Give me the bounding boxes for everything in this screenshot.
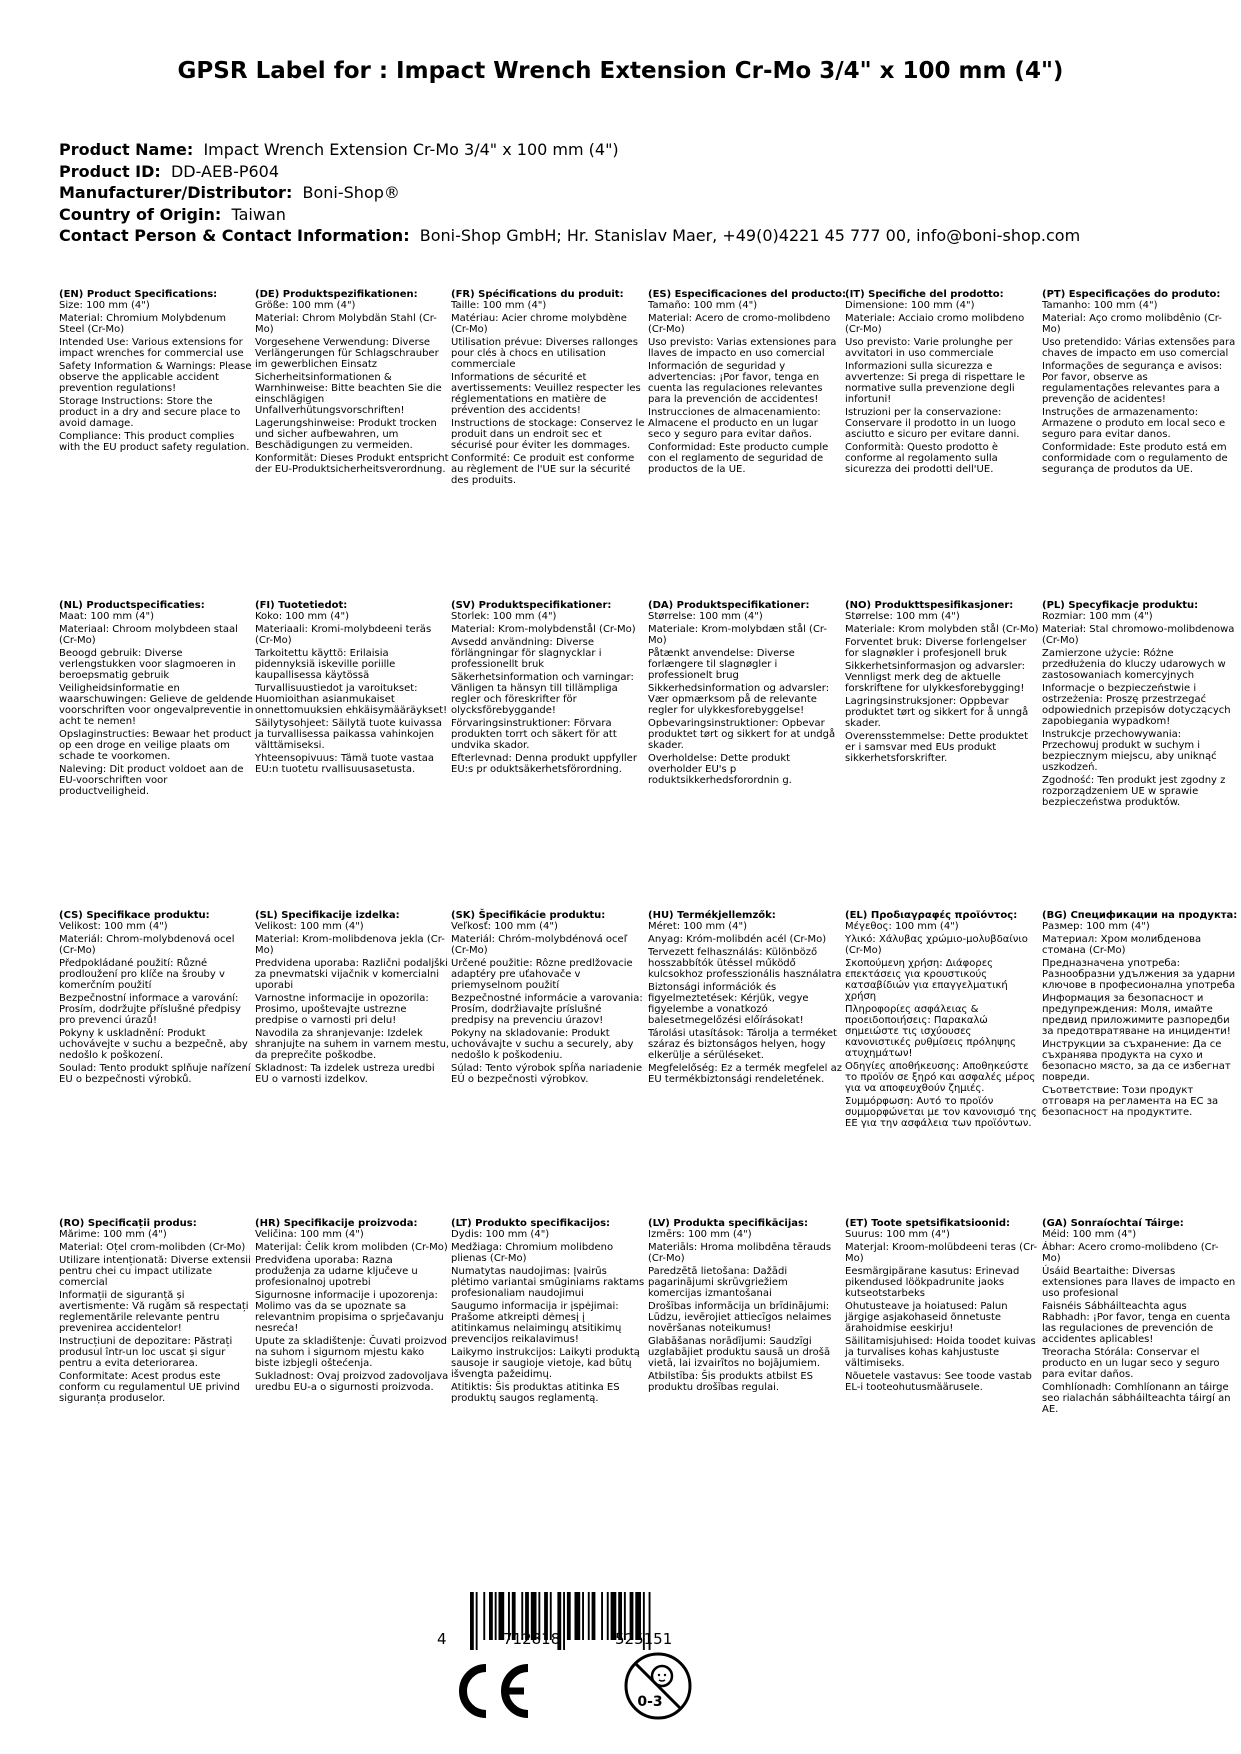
spec-section-line: Materjal: Kroom-molübdeeni teras (Cr-Mo) [845, 1242, 1038, 1264]
spec-section [845, 289, 1040, 475]
spec-section-heading: (SV) Produktspecifikationer: [451, 600, 612, 611]
spec-section-line: Veličina: 100 mm (4") [255, 1229, 364, 1240]
spec-section-line: Предназначена употреба: Разнообразни удължения за ударни ключове в професионална употреба [1042, 958, 1236, 991]
spec-section-line: Beoogd gebruik: Diverse verlengstukken voor slagmoeren in beroepsmatig gebruik [59, 648, 236, 681]
spec-section-line: Informations de sécurité et avertissements: Veuillez respecter les réglementations en matière de prévention des accidents! [451, 372, 641, 416]
spec-section-line: Intended Use: Various extensions for impact wrenches for commercial use [59, 337, 244, 359]
spec-section-heading: (GA) Sonraíochtaí Táirge: [1042, 1218, 1184, 1229]
spec-section-line: Overensstemmelse: Dette produktet er i samsvar med EUs produkt sikkerhetsforskrifter. [845, 731, 1028, 764]
spec-section-heading: (EL) Προδιαγραφές προϊόντος: [845, 910, 1018, 921]
spec-section-heading: (NO) Produkttspesifikasjoner: [845, 600, 1014, 611]
spec-section-line: Atitiktis: Šis produktas atitinka ES produktų saugos reglamentą. [451, 1382, 620, 1404]
spec-section [1042, 289, 1237, 475]
spec-section-line: Numatytas naudojimas: Įvairūs plėtimo variantai smūginiams raktams profesionaliam naudojimui [451, 1266, 645, 1299]
spec-section-heading: (ET) Toote spetsifikatsioonid: [845, 1218, 1011, 1229]
spec-section [1042, 600, 1237, 808]
info-product-id: Product ID: DD-AEB-P604 [59, 161, 280, 181]
spec-section-line: Vorgesehene Verwendung: Diverse Verlängerungen für Schlagschrauber im gewerblichen Einsatz [255, 337, 439, 370]
spec-section-line: Materijal: Čelik krom molibden (Cr-Mo) [255, 1242, 448, 1253]
spec-section-line: Πληροφορίες ασφάλειας & προειδοποιήσεις: Παρακαλώ σημειώστε τις ισχύουσες κανονιστικές ρυθμίσεις πρόληψης ατυχημάτων! [845, 1004, 1016, 1059]
spec-section-line: Størrelse: 100 mm (4") [845, 611, 960, 622]
ce-mark-icon [452, 1662, 534, 1720]
spec-section-line: Rozmiar: 100 mm (4") [1042, 611, 1153, 622]
spec-section-line: Bezpečnostné informácie a varovania: Prosím, dodržiavajte príslušné predpisy na prevenciu úrazov! [451, 993, 643, 1026]
spec-section [451, 1218, 646, 1404]
spec-section-line: Forventet bruk: Diverse forlengelser for slagnøkler i profesjonell bruk [845, 637, 1027, 659]
spec-section-line: Utilizare intenționată: Diverse extensii pentru chei cu impact utilizate comercial [59, 1255, 251, 1288]
spec-section-line: Materiál: Chróm-molybdénová oceľ (Cr-Mo) [451, 934, 628, 956]
spec-section-heading: (ES) Especificaciones del producto: [648, 289, 847, 300]
spec-section-line: Ohutusteave ja hoiatused: Palun järgige asjakohaseid õnnetuste ärahoidmise eeskirju! [845, 1301, 1008, 1334]
spec-section-line: Biztonsági információk és figyelmeztetések: Kérjük, vegye figyelembe a vonatkozó balesetmegelőzési előírásokat! [648, 982, 809, 1026]
spec-section-line: Mărime: 100 mm (4") [59, 1229, 167, 1240]
spec-section-line: Uso pretendido: Várias extensões para chaves de impacto em uso comercial [1042, 337, 1236, 359]
spec-section-line: Materiāls: Hroma molibdēna tērauds (Cr-Mo) [648, 1242, 832, 1264]
spec-section-heading: (NL) Productspecificaties: [59, 600, 205, 611]
spec-section-line: Méid: 100 mm (4") [1042, 1229, 1137, 1240]
spec-section-line: Material: Krom-molibdenova jekla (Cr-Mo) [255, 934, 445, 956]
barcode-bar [607, 1592, 609, 1640]
barcode-digits-left: 712818 [503, 1630, 561, 1648]
spec-section-line: Yhteensopivuus: Tämä tuote vastaa EU:n tuotetu rvallisuusasetusta. [255, 753, 434, 775]
spec-section-line: Safety Information & Warnings: Please observe the applicable accident prevention regulations! [59, 361, 252, 394]
spec-section-line: Conformitate: Acest produs este conform cu regulamentul UE privind siguranța produselor. [59, 1371, 240, 1404]
barcode-bar [483, 1592, 485, 1640]
spec-section-line: Συμμόρφωση: Αυτό το προϊόν συμμορφώνεται με τον κανονισμό της ΕΕ για την ασφάλεια των προϊόντων. [845, 1096, 1037, 1129]
spec-section-line: Storage Instructions: Store the product in a dry and secure place to avoid damage. [59, 396, 241, 429]
spec-section-line: Drošības informācija un brīdinājumi: Lūdzu, ievērojiet attiecīgos nelaimes novēršanas noteikumus! [648, 1301, 832, 1334]
spec-section-line: Compliance: This product complies with the EU product safety regulation. [59, 431, 250, 453]
spec-section-line: Eesmärgipärane kasutus: Erinevad pikendused löökpadrunite jaoks kutseotstarbeks [845, 1266, 1020, 1299]
spec-section-line: Opslaginstructies: Bewaar het product op een droge en veilige plaats om schade te voorkomen. [59, 729, 252, 762]
barcode-bar [588, 1592, 590, 1640]
spec-section-line: Säkerhetsinformation och varningar: Vänligen ta hänsyn till tillämpliga regler och föreskrifter för olycksförebyggande! [451, 672, 634, 716]
spec-section-line: Påtænkt anvendelse: Diverse forlængere til slagnøgler i professionelt brug [648, 648, 795, 681]
spec-section-line: Säilitamisjuhised: Hoida toodet kuivas ja turvalises kohas kahjustuste vältimiseks. [845, 1336, 1036, 1369]
spec-section-line: Tamanho: 100 mm (4") [1042, 300, 1158, 311]
spec-section-line: Megfelelőség: Ez a termék megfelel az EU termékbiztonsági rendeletének. [648, 1063, 842, 1085]
barcode-bar [470, 1592, 474, 1650]
spec-section-line: Velikost: 100 mm (4") [59, 921, 168, 932]
spec-section-line: Sukladnost: Ovaj proizvod zadovoljava uredbu EU-a o sigurnosti proizvoda. [255, 1371, 449, 1393]
spec-section-heading: (RO) Specificații produs: [59, 1218, 197, 1229]
product-info [59, 139, 1080, 247]
spec-section-line: Instructions de stockage: Conservez le produit dans un endroit sec et sécurisé pour éviter les dommages. [451, 418, 645, 451]
spec-section-line: Veiligheidsinformatie en waarschuwingen: Gelieve de geldende voorschriften voor ongevalpreventie in acht te nemen! [59, 683, 254, 727]
spec-section-line: Instrucțiuni de depozitare: Păstrați produsul într-un loc uscat și sigur pentru a evita deteriorarea. [59, 1336, 233, 1369]
spec-section-line: Υλικό: Χάλυβας χρώμιο-μολυβδαίνιο (Cr-Mo) [845, 934, 1028, 956]
spec-section-line: Suurus: 100 mm (4") [845, 1229, 950, 1240]
barcode-bar [563, 1592, 565, 1650]
spec-section-heading: (PT) Especificações do produto: [1042, 289, 1221, 300]
spec-section-line: Materiaali: Kromi-molybdeeni teräs (Cr-Mo) [255, 624, 432, 646]
spec-section-line: Paredzētā lietošana: Dažādi pagarinājumi skrūvgriežiem komercijas izmantošanai [648, 1266, 788, 1299]
spec-section-line: Overholdelse: Dette produkt overholder EU's p roduktsikkerhedsforordnin g. [648, 753, 792, 786]
spec-section-heading: (SL) Specifikacije izdelka: [255, 910, 400, 921]
spec-section-line: Съответствие: Този продукт отговаря на регламента на ЕС за безопасност на продуктите. [1042, 1085, 1219, 1118]
spec-section-line: Avsedd användning: Diverse förlängningar för slagnycklar i professionellt bruk [451, 637, 602, 670]
spec-section [648, 289, 847, 475]
spec-section-line: Materiale: Krom molybden stål (Cr-Mo) [845, 624, 1039, 635]
spec-section-line: Uso previsto: Varias extensiones para llaves de impacto en uso comercial [648, 337, 837, 359]
spec-section-line: Informacje o bezpieczeństwie i ostrzeżenia: Proszę przestrzegać odpowiednich przepisów dotyczących zapobiegania wypadkom! [1042, 683, 1231, 727]
spec-section [1042, 1218, 1237, 1415]
spec-section-line: Varnostne informacije in opozorila: Prosimo, upoštevajte ustrezne predpise o varnosti pri delu! [255, 993, 429, 1026]
spec-section-line: Utilisation prévue: Diverses rallonges pour clés à chocs en utilisation commerciale [451, 337, 638, 370]
spec-section-heading: (SK) Špecifikácie produktu: [451, 910, 606, 921]
spec-section [59, 289, 254, 453]
spec-section-line: Faisnéis Sábháilteachta agus Rabhadh: ¡Por favor, tenga en cuenta las regulaciones de prevención de accidentes aplicables! [1042, 1301, 1231, 1345]
spec-section-line: Ábhar: Acero cromo-molibdeno (Cr-Mo) [1042, 1242, 1219, 1264]
spec-section-line: Saugumo informacija ir įspėjimai: Prašome atkreipti dėmesį į atitinkamus nelaimingų atsitikimų prevencijos reikalavimus! [451, 1301, 622, 1345]
spec-section-line: Sicherheitsinformationen & Warnhinweise: Bitte beachten Sie die einschlägigen Unfallverhütungsvorschriften! [255, 372, 442, 416]
spec-section [845, 910, 1040, 1129]
spec-section-line: Material: Chromium Molybdenum Steel (Cr-Mo) [59, 313, 226, 335]
spec-section-line: Soulad: Tento produkt splňuje nařízení EU o bezpečnosti výrobků. [59, 1063, 251, 1085]
spec-section-line: Størrelse: 100 mm (4") [648, 611, 763, 622]
spec-section-line: Tervezett felhasználás: Különböző hosszabbítók ütéssel működő kulcsokhoz professzionális használatra [648, 947, 842, 980]
barcode-bar [575, 1592, 581, 1640]
spec-section-line: Medžiaga: Chromium molibdeno plienas (Cr-Mo) [451, 1242, 614, 1264]
barcode-bar [592, 1592, 596, 1640]
spec-section-line: Bezpečnostní informace a varování: Prosím, dodržujte příslušné předpisy pro prevenci úrazů! [59, 993, 241, 1026]
spec-section [845, 1218, 1040, 1393]
spec-section [1042, 910, 1237, 1118]
spec-section-line: Storlek: 100 mm (4") [451, 611, 557, 622]
spec-section-line: Material: Oțel crom-molibden (Cr-Mo) [59, 1242, 246, 1253]
spec-section [451, 910, 646, 1085]
spec-section-heading: (HR) Specifikacije proizvoda: [255, 1218, 418, 1229]
spec-section-heading: (PL) Specyfikacje produktu: [1042, 600, 1199, 611]
age-label: 0-3 [637, 1694, 663, 1710]
spec-section [648, 910, 843, 1085]
info-country: Country of Origin: Taiwan [59, 204, 286, 224]
barcode-digit-prefix: 4 [437, 1630, 447, 1648]
barcode-digits-right: 525151 [615, 1630, 673, 1648]
spec-section-line: Zgodność: Ten produkt jest zgodny z rozporządzeniem UE w sprawie bezpieczeństwa produktów. [1042, 775, 1226, 808]
spec-section-line: Material: Acero de cromo-molibdeno (Cr-Mo) [648, 313, 831, 335]
spec-section [59, 910, 254, 1085]
barcode-bar [495, 1592, 497, 1640]
spec-section [451, 289, 646, 486]
spec-section-line: Información de seguridad y advertencias: ¡Por favor, tenga en cuenta las regulaciones relevantes para la prevención de accidentes! [648, 361, 823, 405]
spec-section-line: Μέγεθος: 100 mm (4") [845, 921, 959, 932]
spec-section-heading: (LT) Produkto specifikacijos: [451, 1218, 611, 1229]
spec-section-line: Laikymo instrukcijos: Laikyti produktą sausoje ir saugioje vietoje, kad būtų išvengta pažeidimų. [451, 1347, 640, 1380]
spec-section-line: Informații de siguranță și avertismente: Vă rugăm să respectați reglementările relevante pentru prevenirea accidentelor! [59, 1290, 249, 1334]
spec-section-line: Pokyny na skladovanie: Produkt uchovávajte v suchu a securely, aby nedošlo k poškodeniu. [451, 1028, 634, 1061]
spec-section-line: Conformità: Questo prodotto è conforme al regolamento sulla sicurezza dei prodotti dell'UE. [845, 442, 999, 475]
spec-section-line: Instruções de armazenamento: Armazene o produto em local seco e seguro para evitar danos. [1042, 407, 1226, 440]
spec-section-line: Pokyny k uskladnění: Produkt uchovávejte v suchu a bezpečně, aby nedošlo k poškození. [59, 1028, 248, 1061]
spec-section-line: Zamierzone użycie: Różne przedłużenia do kluczy udarowych w zastosowaniach komercyjnych [1042, 648, 1226, 681]
spec-section [648, 1218, 843, 1393]
spec-section-line: Conformidad: Este producto cumple con el reglamento de seguridad de productos de la UE. [648, 442, 829, 475]
spec-section-line: Instrucciones de almacenamiento: Almacene el producto en un lugar seco y seguro para evitar daños. [648, 407, 821, 440]
spec-section-line: Predvidena uporaba: Različni podaljški za pnevmatski vijačnik v komercialni uporabi [255, 958, 448, 991]
spec-section-line: Οδηγίες αποθήκευσης: Αποθηκεύστε το προϊόν σε ξηρό και ασφαλές μέρος για να αποφευχθούν ζημιές. [845, 1061, 1036, 1094]
spec-section-line: Predviđena uporaba: Razna produženja za udarne ključeve u profesionalnoj upotrebi [255, 1255, 418, 1288]
spec-section-line: Tárolási utasítások: Tárolja a terméket száraz és biztonságos helyen, hogy elkerülje a sérüléseket. [648, 1028, 837, 1061]
spec-section [255, 289, 450, 475]
spec-section-heading: (FI) Tuotetiedot: [255, 600, 348, 611]
spec-section-line: Dimensione: 100 mm (4") [845, 300, 975, 311]
info-product-name: Product Name: Impact Wrench Extension Cr-Mo 3/4" x 100 mm (4") [59, 140, 619, 159]
spec-section-line: Matériau: Acier chrome molybdène (Cr-Mo) [451, 313, 627, 335]
spec-section-heading: (EN) Product Specifications: [59, 289, 218, 300]
spec-section-line: Информация за безопасност и предупреждения: Моля, имайте предвид приложимите разпоредби за предотвратяване на инциденти! [1042, 993, 1231, 1037]
spec-section-line: Материал: Хром молибденова стомана (Cr-Mo) [1042, 934, 1202, 956]
spec-section-heading: (CS) Specifikace produktu: [59, 910, 210, 921]
spec-section-line: Materiał: Stal chromowo-molibdenowa (Cr-Mo) [1042, 624, 1235, 646]
spec-section-line: Úsáid Beartaithe: Diversas extensiones para llaves de impacto en uso profesional [1042, 1266, 1236, 1299]
spec-section-line: Skladnost: Ta izdelek ustreza uredbi EU o varnosti izdelkov. [255, 1063, 435, 1085]
spec-section-line: Tarkoitettu käyttö: Erilaisia pidennyksiä iskeville poriille kaupallisessa käytössä [255, 648, 396, 681]
spec-section-line: Turvallisuustiedot ja varoitukset: Huomioithan asianmukaiset onnettomuuksien ehkäisymääräykset! [255, 683, 448, 716]
spec-section-line: Informações de segurança e avisos: Por favor, observe as regulamentações relevantes para a prevenção de acidentes! [1042, 361, 1223, 405]
barcode-bar [582, 1592, 584, 1640]
spec-section-line: Efterlevnad: Denna produkt uppfyller EU:s pr oduktsäkerhetsförordning. [451, 753, 637, 775]
spec-section-line: Uso previsto: Varie prolunghe per avvitatori in uso commerciale [845, 337, 1013, 359]
spec-section-heading: (LV) Produkta specifikācijas: [648, 1218, 808, 1229]
spec-section-line: Materiale: Acciaio cromo molibdeno (Cr-Mo) [845, 313, 1025, 335]
spec-section [255, 1218, 450, 1393]
barcode-bar [489, 1592, 493, 1640]
spec-section-line: Velikost: 100 mm (4") [255, 921, 364, 932]
spec-section-line: Tamaño: 100 mm (4") [648, 300, 758, 311]
info-manufacturer: Manufacturer/Distributor: Boni-Shop® [59, 183, 400, 202]
spec-section [59, 1218, 254, 1404]
info-contact: Contact Person & Contact Information: Boni-Shop GmbH; Hr. Stanislav Maer, +49(0)4221 45 777 00, info@boni-shop.com [59, 226, 1081, 245]
spec-section-line: Lagerungshinweise: Produkt trocken und sicher aufbewahren, um Beschädigungen zu vermeiden. [255, 418, 437, 451]
spec-section-line: Anyag: Króm-molibdén acél (Cr-Mo) [648, 934, 827, 945]
spec-section-line: Размер: 100 mm (4") [1042, 921, 1150, 932]
spec-section-heading: (BG) Спецификации на продукта: [1042, 910, 1238, 921]
spec-section-line: Istruzioni per la conservazione: Conservare il prodotto in un luogo asciutto e sicuro per evitare danni. [845, 407, 1020, 440]
spec-section-line: Size: 100 mm (4") [59, 300, 150, 311]
spec-section-line: Säilytysohjeet: Säilytä tuote kuivassa ja turvallisessa paikassa vahinkojen välttämiseksi. [255, 718, 443, 751]
age-warning-icon [622, 1650, 694, 1722]
spec-section-line: Předpokládané použití: Různé prodloužení pro klíče na šrouby v komerčním použití [59, 958, 225, 991]
spec-section-line: Navodila za shranjevanje: Izdelek shranjujte na suhem in varnem mestu, da preprečite poškodbe. [255, 1028, 450, 1061]
spec-section-line: Treoracha Stórála: Conservar el producto en un lugar seco y seguro para evitar daños. [1042, 1347, 1220, 1380]
spec-section-line: Materiál: Chrom-molybdenová ocel (Cr-Mo) [59, 934, 235, 956]
spec-section-line: Material: Chrom Molybdän Stahl (Cr-Mo) [255, 313, 437, 335]
barcode-bar [567, 1592, 571, 1640]
spec-section-line: Opbevaringsinstruktioner: Opbevar produktet tørt og sikkert for at undgå skader. [648, 718, 836, 751]
spec-section [59, 600, 254, 797]
spec-section-line: Sikkerhetsinformasjon og advarsler: Vennligst merk deg de aktuelle forskriftene for ulykkesforebygging! [845, 661, 1025, 694]
spec-section-line: Dydis: 100 mm (4") [451, 1229, 550, 1240]
spec-section-line: Koko: 100 mm (4") [255, 611, 349, 622]
spec-section-line: Materiale: Krom-molybdæn stål (Cr-Mo) [648, 624, 828, 646]
spec-section-heading: (HU) Termékjellemzők: [648, 910, 776, 921]
spec-section [451, 600, 646, 775]
spec-section [648, 600, 843, 786]
spec-section-line: Materiaal: Chroom molybdeen staal (Cr-Mo) [59, 624, 238, 646]
spec-section-line: Konformität: Dieses Produkt entspricht der EU-Produktsicherheitsverordnung. [255, 453, 449, 475]
spec-section-line: Comhlíonadh: Comhlíonann an táirge seo rialachán sábháilteachta táirgí an AE. [1042, 1382, 1231, 1415]
spec-section-line: Upute za skladištenje: Čuvati proizvod na suhom i sigurnom mjestu kako biste izbjegli oštećenja. [255, 1336, 447, 1369]
spec-section-heading: (DE) Produktspezifikationen: [255, 289, 418, 300]
spec-section-line: Glabāšanas norādījumi: Saudzīgi uzglabājiet produktu sausā un drošā vietā, lai izvairītos no bojājumiem. [648, 1336, 831, 1369]
spec-section-line: Atbilstība: Šis produkts atbilst ES produktu drošības regulai. [648, 1371, 814, 1393]
spec-section-line: Sikkerhedsinformation og advarsler: Vær opmærksom på de relevante regler for ulykkesforebyggelse! [648, 683, 830, 716]
spec-section-heading: (DA) Produktspecifikationer: [648, 600, 810, 611]
spec-section-line: Nõuetele vastavus: See toode vastab EL-i tooteohutusmääruseIe. [845, 1371, 1032, 1393]
barcode-bar [601, 1592, 603, 1640]
spec-section-line: Instrukcje przechowywania: Przechowuj produkt w suchym i bezpiecznym miejscu, aby uniknąć uszkodzeń. [1042, 729, 1217, 773]
spec-section [255, 600, 450, 775]
spec-section-line: Taille: 100 mm (4") [451, 300, 547, 311]
spec-section-line: Conformidade: Este produto está em conformidade com o regulamento de segurança de produtos da UE. [1042, 442, 1228, 475]
spec-section-line: Σκοπούμενη χρήση: Διάφορες επεκτάσεις για κρουστικούς κατσαβίδιών για επαγγελματική χρήση [845, 958, 1008, 1002]
spec-section-line: Naleving: Dit product voldoet aan de EU-voorschriften voor productveiligheid. [59, 764, 244, 797]
spec-section-line: Informazioni sulla sicurezza e avvertenze: Si prega di rispettare le normative sulla prevenzione degli infortuni! [845, 361, 1025, 405]
spec-section-line: Conformité: Ce produit est conforme au règlement de l'UE sur la sécurité des produits. [451, 453, 635, 486]
spec-section-line: Material: Aço cromo molibdênio (Cr-Mo) [1042, 313, 1222, 335]
spec-section-line: Material: Krom-molybdenstål (Cr-Mo) [451, 624, 636, 635]
page-title: GPSR Label for : Impact Wrench Extension Cr-Mo 3/4" x 100 mm (4") [177, 58, 1064, 84]
spec-section-line: Größe: 100 mm (4") [255, 300, 356, 311]
spec-section [255, 910, 450, 1085]
spec-section-line: Určené použitie: Rôzne predlžovacie adaptéry pre uťahovače v priemyselnom použití [451, 958, 633, 991]
spec-section-line: Förvaringsinstruktioner: Förvara produkten torrt och säkert för att undvika skador. [451, 718, 617, 751]
spec-section [845, 600, 1040, 764]
spec-section-heading: (FR) Spécifications du produit: [451, 289, 624, 300]
spec-section-line: Méret: 100 mm (4") [648, 921, 747, 932]
spec-section-heading: (IT) Specifiche del prodotto: [845, 289, 1004, 300]
spec-section-line: Инструкции за съхранение: Да се съхранява продукта на сухо и безопасно място, за да се избегнат повреди. [1042, 1039, 1231, 1083]
barcode-bar [476, 1592, 478, 1650]
spec-section-line: Súlad: Tento výrobok spĺňa nariadenie EÚ o bezpečnosti výrobkov. [451, 1063, 643, 1085]
spec-section-line: Izmērs: 100 mm (4") [648, 1229, 752, 1240]
spec-section-line: Veľkosť: 100 mm (4") [451, 921, 558, 932]
spec-section-line: Lagringsinstruksjoner: Oppbevar produktet tørt og sikkert for å unngå skader. [845, 696, 1029, 729]
spec-section-line: Maat: 100 mm (4") [59, 611, 155, 622]
spec-section-line: Sigurnosne informacije i upozorenja: Molimo vas da se upoznate sa relevantnim propisima o sprječavanju nesreća! [255, 1290, 444, 1334]
